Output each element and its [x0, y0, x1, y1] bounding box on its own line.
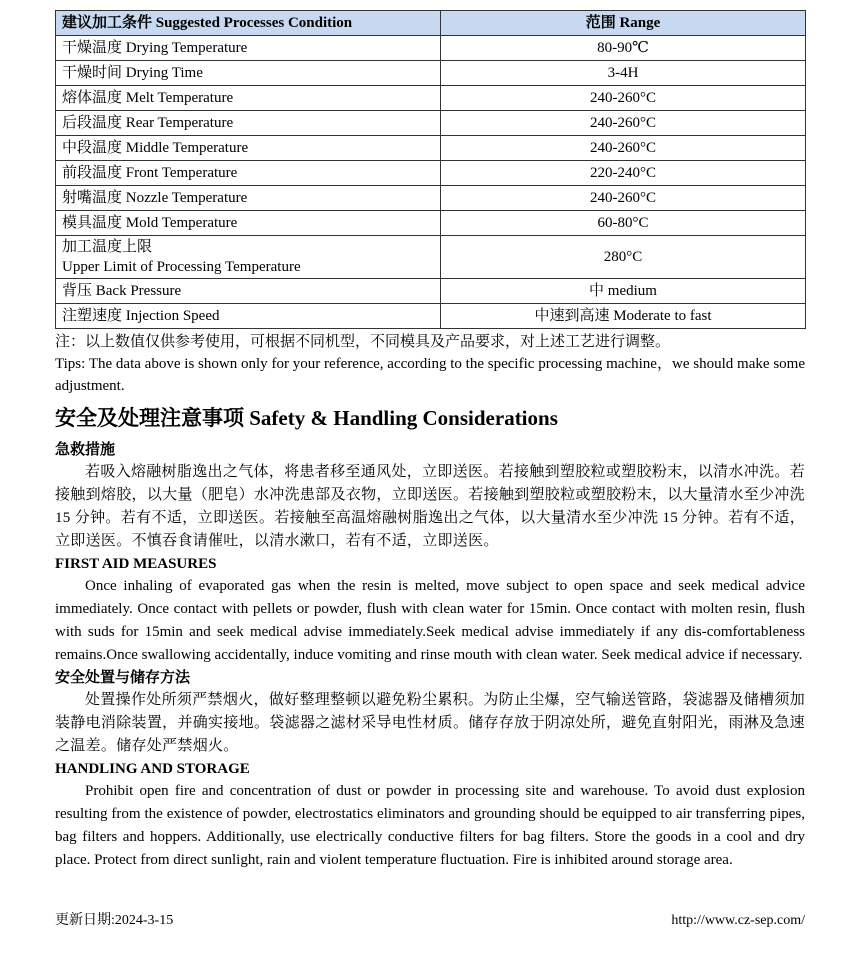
row-value: 80-90℃	[441, 36, 806, 61]
row-value: 240-260°C	[441, 111, 806, 136]
row-name	[56, 236, 441, 279]
table-row	[56, 61, 806, 86]
row-name: 干燥温度 Drying Temperature	[56, 36, 441, 61]
table-row	[56, 111, 806, 136]
storage-en-title: HANDLING AND STORAGE	[55, 761, 250, 777]
row-name: 射嘴温度 Nozzle Temperature	[56, 186, 441, 211]
document-page	[55, 10, 805, 872]
row-name: 后段温度 Rear Temperature	[56, 111, 441, 136]
table-row	[56, 211, 806, 236]
table-row	[56, 304, 806, 329]
header-range: 范围 Range	[441, 11, 806, 36]
header-condition: 建议加工条件 Suggested Processes Condition	[56, 11, 441, 36]
first-aid-en-text: Once inhaling of evaporated gas when the resin is melted, move subject to open space and seek medical advice immediately. Once contact with pellets or powder, flush with clean water for 15min. Once contact with molten resin, flush with suds for 15min and seek medical advise immediately.Seek medical advise immediately if any dis-comfortableness remains.Once swallowing accidentally, induce vomiting and rinse mouth with clean water. Seek medical advice if necessary.	[55, 578, 805, 663]
table-header-row	[56, 11, 806, 36]
row-value: 240-260°C	[441, 136, 806, 161]
first-aid-cn-title: 急救措施	[55, 442, 116, 458]
row-name: 熔体温度 Melt Temperature	[56, 86, 441, 111]
row-value: 220-240°C	[441, 161, 806, 186]
note-en: Tips: The data above is shown only for your reference, according to the specific processing machine，we should make some adjustment.	[55, 356, 805, 394]
row-name: 背压 Back Pressure	[56, 279, 441, 304]
row-name: 前段温度 Front Temperature	[56, 161, 441, 186]
row-name: 中段温度 Middle Temperature	[56, 136, 441, 161]
table-row	[56, 279, 806, 304]
row-name: 干燥时间 Drying Time	[56, 61, 441, 86]
process-conditions-table	[55, 10, 806, 329]
row-name: 注塑速度 Injection Speed	[56, 304, 441, 329]
row-value: 240-260°C	[441, 186, 806, 211]
table-row	[56, 186, 806, 211]
row-value: 中速到高速 Moderate to fast	[441, 304, 806, 329]
row-name: 模具温度 Mold Temperature	[56, 211, 441, 236]
row-value: 240-260°C	[441, 86, 806, 111]
note-cn: 注：以上数值仅供参考使用，可根据不同机型，不同模具及产品要求，对上述工艺进行调整。	[55, 334, 671, 350]
row-value: 60-80°C	[441, 211, 806, 236]
table-note	[55, 331, 805, 397]
storage-cn-text: 处置操作处所须严禁烟火，做好整理整顿以避免粉尘累积。为防止尘爆，空气输送管路，袋滤器及储槽须加装静电消除装置，并确实接地。袋滤器之滤材采导电性材质。储存存放于阴凉处所，避免直射阳光，雨淋及急速之温差。储存处严禁烟火。	[55, 692, 805, 754]
first-aid-en-title: FIRST AID MEASURES	[55, 556, 217, 572]
row-value: 中 medium	[441, 279, 806, 304]
first-aid-cn-text: 若吸入熔融树脂逸出之气体，将患者移至通风处，立即送医。若接触到塑胶粒或塑胶粉末，以清水冲洗。若接触到熔胶，以大量（肥皂）水冲洗患部及衣物，立即送医。若接触到塑胶粒或塑胶粉末，以大量清水至少冲洗 15 分钟。若有不适，立即送医。若接触至高温熔融树脂逸出之气体，以大量清水至少冲洗 15 分钟。若有不适，立即送医。不慎吞食请催吐，以清水漱口，若有不适，立即送医。	[55, 464, 805, 549]
safety-section-title: 安全及处理注意事项 Safety & Handling Considerations	[55, 406, 558, 430]
table-row	[56, 136, 806, 161]
table-row	[56, 161, 806, 186]
website-url[interactable]: http://www.cz-sep.com/	[671, 913, 805, 928]
update-date: 更新日期:2024-3-15	[55, 913, 174, 928]
storage-en-text: Prohibit open fire and concentration of dust or powder in processing site and warehouse. To avoid dust explosion resulting from the existence of powder, electrostatics eliminators and grounding should be equipped to air transferring pipes, bag filters and hoppers. Additionally, use electrically conductive filters for bag filters. Store the goods in a cool and dry place. Protect from direct sunlight, rain and violent temperature fluctuation. Fire is inhibited around storage area.	[55, 783, 805, 868]
table-row	[56, 86, 806, 111]
row-value: 3-4H	[441, 61, 806, 86]
table-row	[56, 236, 806, 279]
row-value: 280°C	[441, 236, 806, 279]
row-name-en: Upper Limit of Processing Temperature	[62, 259, 301, 275]
table-row	[56, 36, 806, 61]
row-name-cn: 加工温度上限	[62, 239, 153, 255]
storage-cn-title: 安全处置与储存方法	[55, 670, 191, 686]
